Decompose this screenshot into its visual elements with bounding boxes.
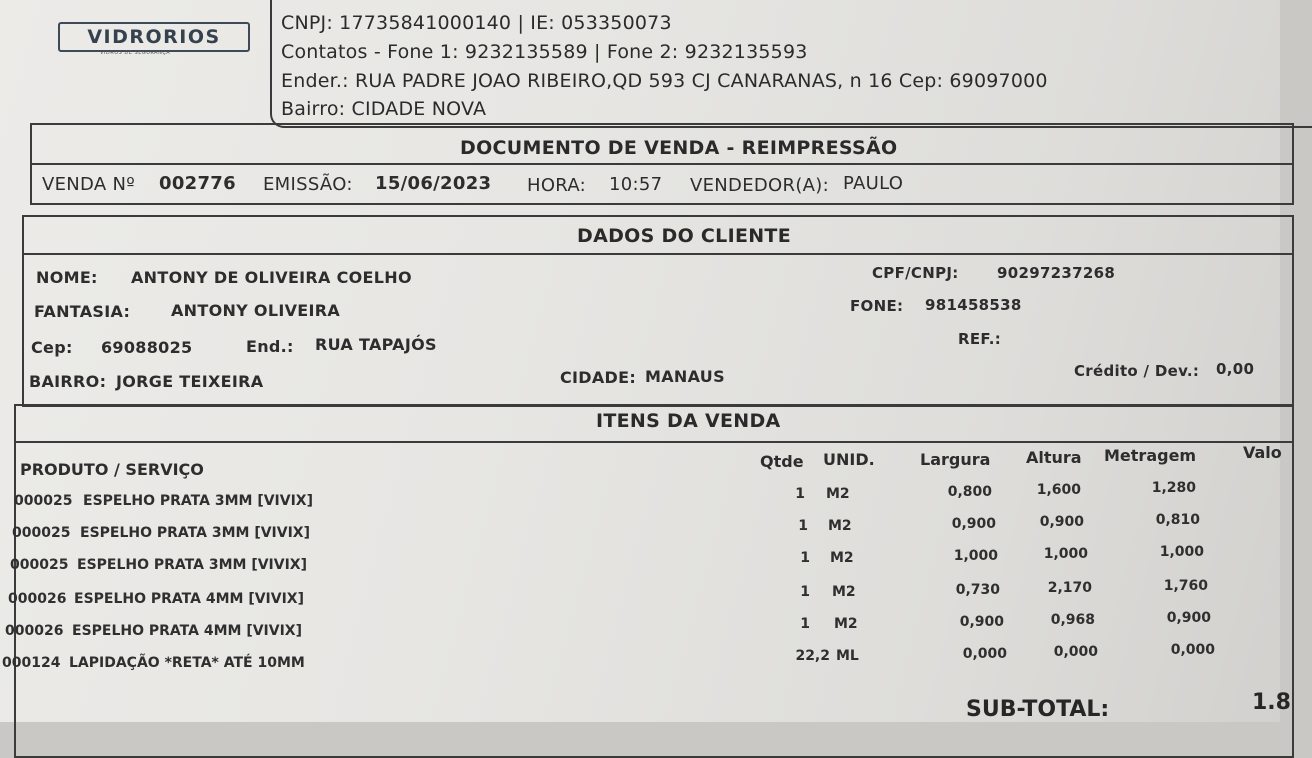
company-address: Ender.: RUA PADRE JOAO RIBEIRO,QD 593 CJ CANARANAS, n 16 Cep: 69097000 — [281, 70, 1048, 92]
fantasia-value: ANTONY OLIVEIRA — [171, 301, 341, 320]
cidade-value: MANAUS — [645, 367, 725, 386]
col-largura: Largura — [920, 450, 991, 469]
venda-number: 002776 — [159, 173, 236, 194]
company-logo — [58, 22, 250, 52]
fantasia-label: FANTASIA: — [34, 302, 131, 321]
col-unid: UNID. — [823, 450, 875, 469]
col-produto: PRODUTO / SERVIÇO — [20, 460, 204, 479]
row-unid: ML — [836, 648, 859, 664]
cpf-value: 90297237268 — [997, 264, 1116, 282]
divider — [14, 441, 1292, 443]
company-bairro: Bairro: CIDADE NOVA — [281, 98, 487, 120]
ref-label: REF.: — [958, 330, 1002, 348]
row-altura: 1,000 — [1043, 546, 1088, 562]
client-title: DADOS DO CLIENTE — [577, 225, 791, 247]
cidade-label: CIDADE: — [560, 368, 637, 387]
row-qtde: 1 — [800, 550, 810, 566]
row-largura: 0,800 — [947, 484, 992, 500]
row-description: ESPELHO PRATA 3MM [VIVIX] — [83, 493, 314, 509]
fone-value: 981458538 — [925, 296, 1022, 314]
row-qtde: 1 — [800, 584, 810, 600]
col-altura: Altura — [1026, 448, 1082, 467]
row-description: LAPIDAÇÃO *RETA* ATÉ 10MM — [69, 655, 305, 671]
row-largura: 1,000 — [953, 548, 998, 564]
row-qtde: 1 — [795, 486, 805, 502]
subtotal-value: 1.8 — [1252, 690, 1291, 715]
row-description: ESPELHO PRATA 4MM [VIVIX] — [72, 623, 303, 639]
row-unid: M2 — [834, 616, 858, 632]
divider — [30, 163, 1292, 165]
row-metragem: 0,000 — [1170, 642, 1215, 658]
row-metragem: 1,280 — [1151, 480, 1196, 496]
subtotal-label: SUB-TOTAL: — [966, 697, 1110, 722]
fone-label: FONE: — [850, 297, 904, 315]
cpf-label: CPF/CNPJ: — [872, 264, 959, 282]
nome-value: ANTONY DE OLIVEIRA COELHO — [131, 268, 412, 287]
end-value: RUA TAPAJÓS — [315, 335, 437, 354]
hora-value: 10:57 — [609, 174, 663, 195]
row-largura: 0,900 — [959, 614, 1004, 630]
credito-value: 0,00 — [1216, 360, 1255, 378]
row-metragem: 0,810 — [1155, 512, 1200, 528]
row-metragem: 0,900 — [1166, 610, 1211, 626]
row-largura: 0,000 — [962, 646, 1007, 662]
row-altura: 2,170 — [1047, 580, 1092, 596]
company-contacts: Contatos - Fone 1: 9232135589 | Fone 2: 9232135593 — [281, 41, 808, 63]
row-unid: M2 — [832, 584, 856, 600]
row-description: ESPELHO PRATA 4MM [VIVIX] — [74, 591, 305, 607]
document-title: DOCUMENTO DE VENDA - REIMPRESSÃO — [460, 137, 898, 159]
row-qtde: 22,2 — [795, 648, 830, 664]
logo-tagline: VIDROS DE SEGURANÇA — [100, 50, 171, 56]
nome-label: NOME: — [36, 268, 98, 287]
bairro-label: BAIRRO: — [29, 372, 107, 391]
row-altura: 0,900 — [1039, 514, 1084, 530]
divider — [22, 253, 1292, 255]
row-altura: 0,000 — [1053, 644, 1098, 660]
row-altura: 0,968 — [1050, 612, 1095, 628]
row-altura: 1,600 — [1036, 482, 1081, 498]
row-largura: 0,900 — [951, 516, 996, 532]
col-qtde: Qtde — [760, 452, 804, 471]
row-code: 000025 — [12, 525, 71, 541]
row-metragem: 1,760 — [1163, 578, 1208, 594]
row-metragem: 1,000 — [1159, 544, 1204, 560]
credito-label: Crédito / Dev.: — [1074, 362, 1200, 380]
row-qtde: 1 — [800, 616, 810, 632]
row-code: 000025 — [10, 557, 69, 573]
row-unid: M2 — [828, 518, 852, 534]
logo-brand: VIDRORIOS — [87, 26, 221, 48]
row-unid: M2 — [826, 486, 850, 502]
row-code: 000025 — [14, 493, 73, 509]
row-description: ESPELHO PRATA 3MM [VIVIX] — [77, 557, 308, 573]
col-metragem: Metragem — [1104, 446, 1197, 465]
venda-label: VENDA Nº — [42, 174, 136, 195]
vendedor-label: VENDEDOR(A): — [690, 175, 829, 196]
emissao-label: EMISSÃO: — [263, 174, 353, 195]
end-label: End.: — [246, 337, 294, 356]
row-code: 000026 — [5, 623, 64, 639]
company-cnpj: CNPJ: 17735841000140 | IE: 053350073 — [281, 12, 672, 34]
hora-label: HORA: — [527, 175, 587, 196]
cep-label: Cep: — [31, 338, 73, 357]
row-largura: 0,730 — [955, 582, 1000, 598]
items-title: ITENS DA VENDA — [596, 410, 781, 432]
row-code: 000124 — [2, 655, 61, 671]
row-qtde: 1 — [798, 518, 808, 534]
vendedor-value: PAULO — [843, 173, 904, 194]
emissao-value: 15/06/2023 — [375, 173, 492, 194]
cep-value: 69088025 — [101, 338, 193, 357]
row-description: ESPELHO PRATA 3MM [VIVIX] — [80, 525, 311, 541]
row-code: 000026 — [8, 591, 67, 607]
bairro-value: JORGE TEIXEIRA — [116, 372, 264, 391]
row-unid: M2 — [830, 550, 854, 566]
col-valor: Valo — [1243, 443, 1282, 462]
